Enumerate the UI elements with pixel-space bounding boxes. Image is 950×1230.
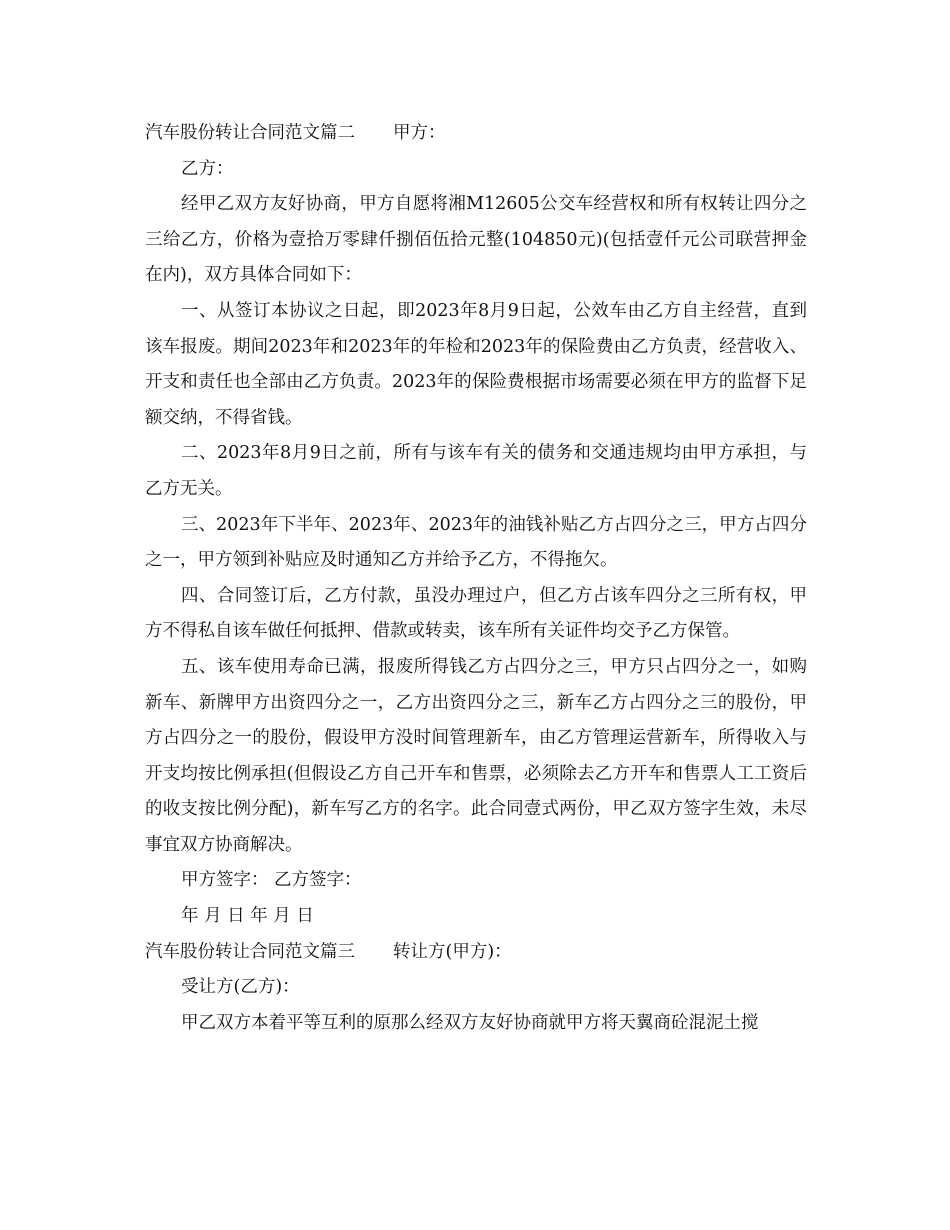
clause-2: 二、2023年8月9日之前，所有与该车有关的债务和交通违规均由甲方承担，与乙方无关。 [145, 443, 807, 499]
section3-intro: 甲乙双方本着平等互利的原那么经双方友好协商就甲方将天翼商砼混泥土搅 [181, 1012, 759, 1033]
section3-heading [145, 935, 807, 971]
section2-intro: 经甲乙双方友好协商，甲方自愿将湘M12605公交车经营权和所有权转让四分之三给乙方，价格为壹拾万零肆仟捌佰伍拾元整(104850元)(包括壹仟元公司联营押金在内)，双方具体合同如下： [145, 194, 807, 286]
signature-line: 甲方签字： 乙方签字： [181, 870, 362, 891]
clause-1: 一、从签订本协议之日起，即2023年8月9日起，公效车由乙方自主经营，直到该车报废。期间2023年和2023年的年检和2023年的保险费由乙方负责，经营收入、开支和责任也全部由乙方负责。2023年的保险费根据市场需要必须在甲方的监督下足额交纳，不得省钱。 [145, 300, 807, 428]
clause-4: 四、合同签订后，乙方付款，虽没办理过户，但乙方占该车四分之三所有权，甲方不得私自该车做任何抵押、借款或转卖，该车所有关证件均交予乙方保管。 [145, 585, 807, 642]
date-line: 年 月 日 年 月 日 [181, 906, 314, 927]
section3-title: 汽车股份转让合同范文篇三 [145, 941, 355, 962]
clause-3: 三、2023年下半年、2023年、2023年的油钱补贴乙方占四分之三，甲方占四分之一，甲方领到补贴应及时通知乙方并给予乙方，不得拖欠。 [145, 514, 807, 571]
party-a-label: 甲方： [393, 123, 446, 143]
transferor-label: 转让方(甲方)： [393, 941, 512, 962]
document-body [145, 116, 807, 1041]
party-b-label: 乙方： [181, 158, 234, 179]
transferee-label: 受让方(乙方)： [181, 977, 300, 998]
clause-5: 五、该车使用寿命已满，报废所得钱乙方占四分之三，甲方只占四分之一，如购新车、新牌甲方出资四分之一，乙方出资四分之三，新车乙方占四分之三的股份，甲方占四分之一的股份，假设甲方没时间管理新车，由乙方管理运营新车，所得收入与开支均按比例承担(但假设乙方自己开车和售票，必须除去乙方开车和售票人工工资后的收支按比例分配)，新车写乙方的名字。此合同壹式两份，甲乙双方签字生效，未尽事宜双方协商解决。 [145, 656, 807, 855]
section2-title: 汽车股份转让合同范文篇二 [145, 123, 355, 143]
section2-heading [145, 116, 807, 152]
